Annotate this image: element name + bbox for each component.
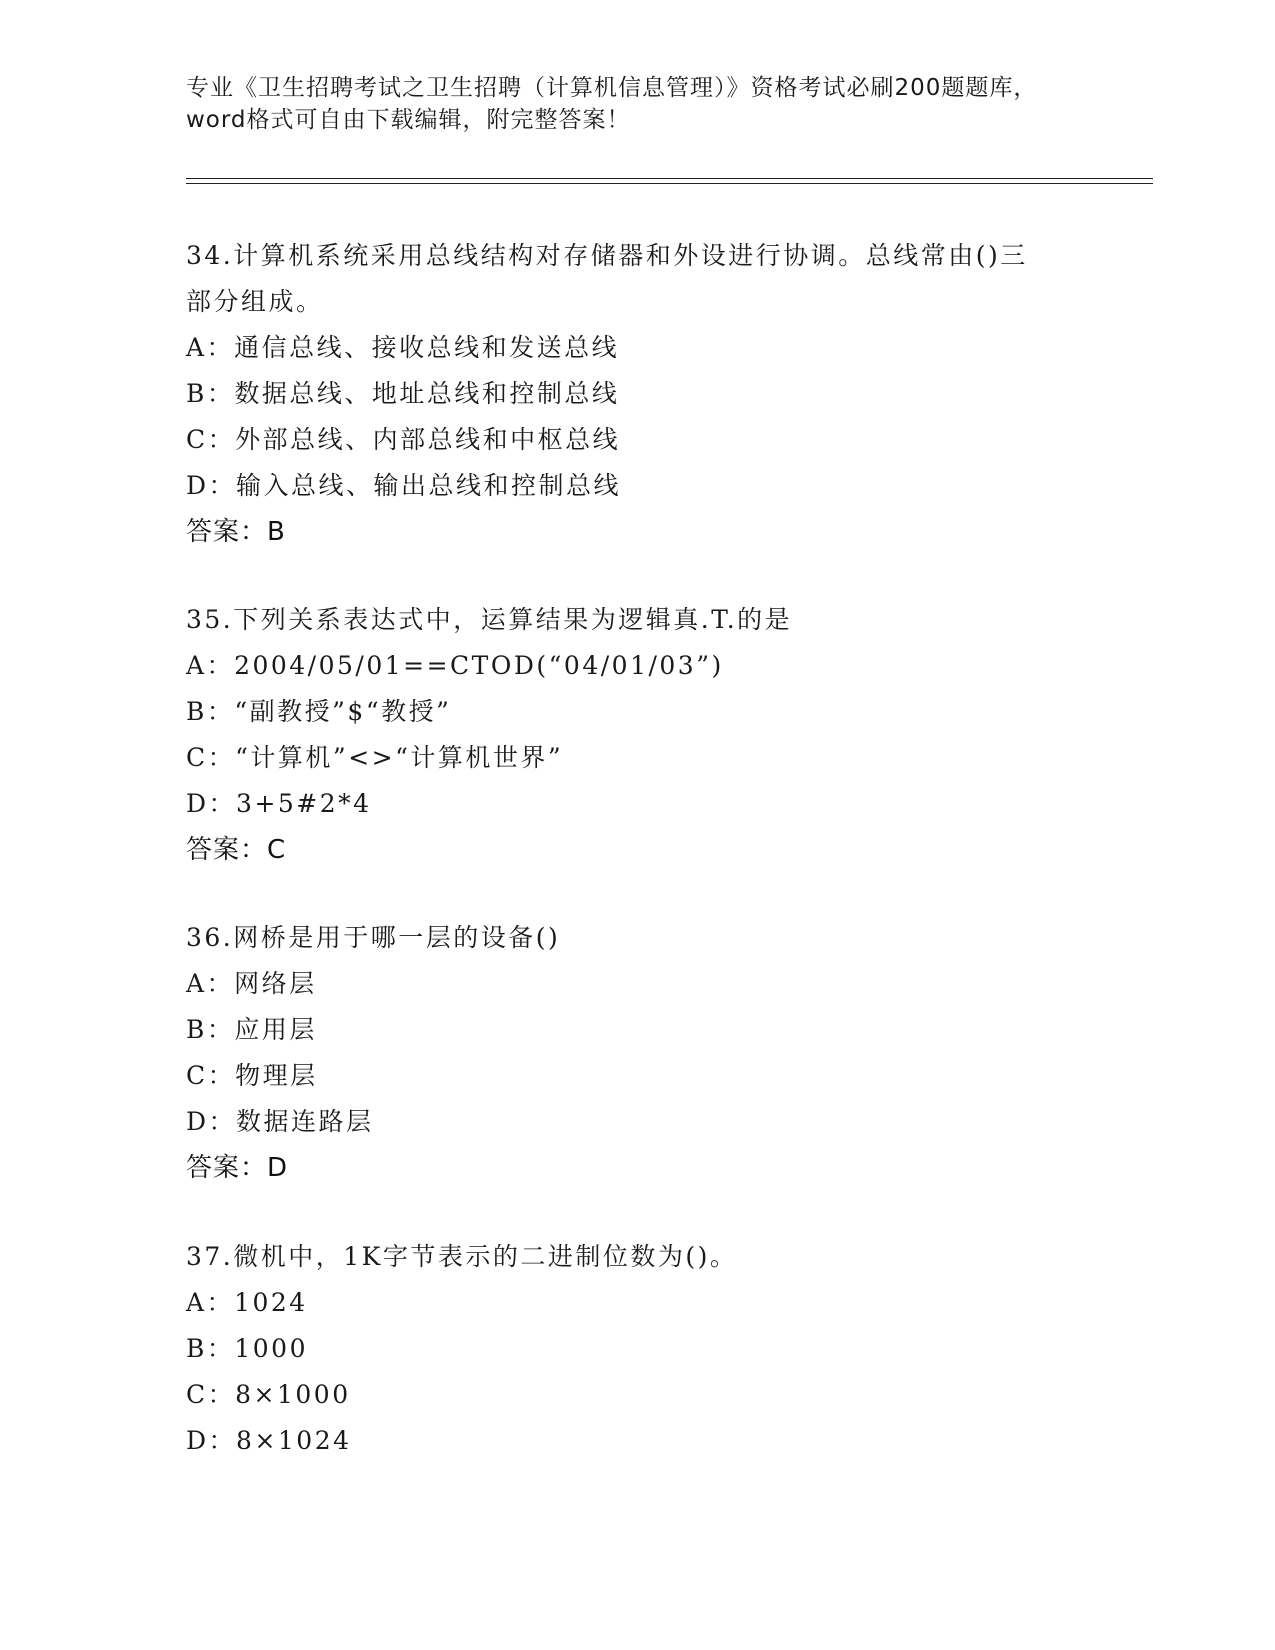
answer-label: 答案：C	[186, 835, 287, 865]
option-c	[186, 1372, 1086, 1418]
option-letter: D：	[186, 1107, 237, 1136]
option-c	[186, 417, 1086, 463]
option-letter: C：	[186, 425, 236, 454]
question-37	[186, 1234, 1086, 1464]
header-title-line-2: word格式可自由下载编辑，附完整答案！	[186, 107, 631, 133]
header-divider-top	[186, 178, 1153, 179]
option-a	[186, 325, 1086, 371]
option-text: “计算机”<>“计算机世界”	[235, 743, 564, 772]
option-letter: A：	[186, 1288, 235, 1317]
answer-label: 答案：D	[186, 1153, 289, 1183]
option-text: 8×1000	[235, 1380, 351, 1409]
option-text: 2004/05/01==CTOD(“04/01/03”)	[234, 651, 724, 680]
question-stem: 36.网桥是用于哪一层的设备()	[186, 923, 561, 952]
option-b	[186, 371, 1086, 417]
question-stem: 34.计算机系统采用总线结构对存储器和外设进行协调。总线常由()三	[186, 241, 1028, 270]
option-text: 3+5#2*4	[236, 789, 372, 818]
question-36	[186, 915, 1086, 1191]
option-text: 物理层	[235, 1061, 318, 1090]
option-text: 数据连路层	[236, 1107, 374, 1136]
header-title-line-1: 专业《卫生招聘考试之卫生招聘（计算机信息管理）》资格考试必刷200题题库，	[186, 75, 1038, 101]
option-a	[186, 1280, 1086, 1326]
question-stem-continued: 部分组成。	[186, 287, 324, 316]
option-d	[186, 781, 1086, 827]
option-text: 1024	[234, 1288, 308, 1317]
option-a	[186, 961, 1086, 1007]
option-d	[186, 1099, 1086, 1145]
option-letter: B：	[186, 1334, 235, 1363]
option-c	[186, 1053, 1086, 1099]
option-text: 网络层	[234, 969, 317, 998]
option-text: 1000	[234, 1334, 308, 1363]
option-c	[186, 735, 1086, 781]
option-d	[186, 463, 1086, 509]
option-letter: B：	[186, 379, 235, 408]
option-letter: D：	[186, 471, 237, 500]
option-letter: C：	[186, 1061, 236, 1090]
option-text: 通信总线、接收总线和发送总线	[234, 333, 620, 362]
option-letter: A：	[186, 969, 235, 998]
option-d	[186, 1418, 1086, 1464]
option-text: 应用层	[234, 1015, 317, 1044]
option-letter: A：	[186, 651, 235, 680]
option-b	[186, 1007, 1086, 1053]
option-a	[186, 643, 1086, 689]
document-header	[186, 72, 1086, 136]
option-text: 8×1024	[236, 1426, 352, 1455]
question-34	[186, 233, 1086, 555]
answer-label: 答案：B	[186, 517, 286, 547]
option-letter: C：	[186, 1380, 236, 1409]
question-35	[186, 597, 1086, 873]
option-letter: B：	[186, 697, 235, 726]
option-text: 输入总线、输出总线和控制总线	[236, 471, 622, 500]
option-text: 外部总线、内部总线和中枢总线	[235, 425, 621, 454]
option-b	[186, 1326, 1086, 1372]
header-divider-bottom	[186, 183, 1153, 184]
option-letter: B：	[186, 1015, 235, 1044]
option-text: 数据总线、地址总线和控制总线	[234, 379, 620, 408]
option-letter: D：	[186, 789, 237, 818]
option-letter: A：	[186, 333, 235, 362]
option-letter: C：	[186, 743, 236, 772]
option-letter: D：	[186, 1426, 237, 1455]
option-text: “副教授”$“教授”	[234, 697, 452, 726]
question-stem: 35.下列关系表达式中，运算结果为逻辑真.T.的是	[186, 605, 793, 634]
question-stem: 37.微机中，1K字节表示的二进制位数为()。	[186, 1242, 738, 1271]
option-b	[186, 689, 1086, 735]
